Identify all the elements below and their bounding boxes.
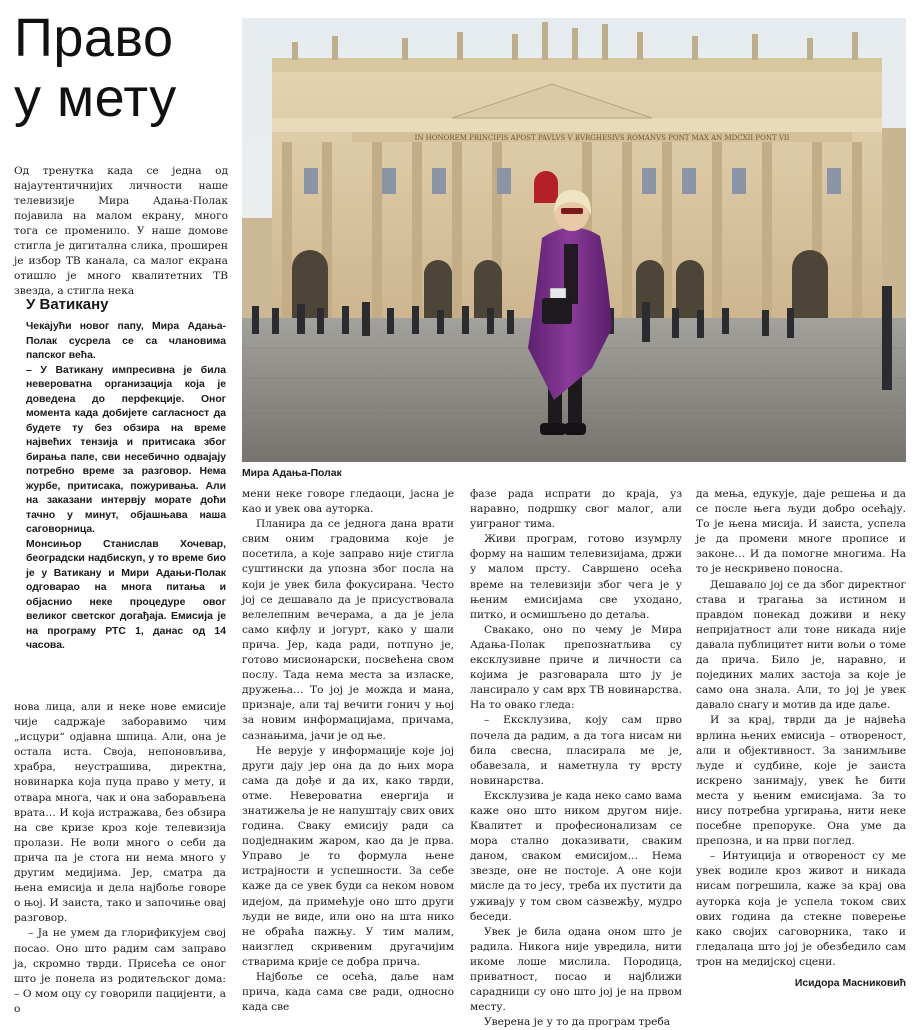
headline-line-1: Право: [14, 8, 174, 68]
body-paragraph: – Ја не умем да глорификујем свој посао. Оно што радим сам заправо ја, скромно тврди. Присећа се оног што је понела из родитељског дома: – О мом оцу су говорили пацијенти, а о: [14, 927, 226, 1015]
photo-caption: Мира Адања-Полак: [242, 468, 342, 479]
article-headline: [14, 8, 234, 128]
article-column-2: [242, 487, 454, 1015]
sidebar-box: [26, 320, 226, 654]
body-paragraph: И за крај, тврди да је највећа врлина њених емисија – отвореност, али и објективност. За занимљиве људе и судбине, које је заиста искрено занимају, увек ће бити места у њеним емисијама. За то нису потребна ургирања, нити неке посебне препоруке. Она уме да препозна, и на први поглед.: [696, 714, 906, 848]
vatican-photo-illustration: [242, 18, 906, 462]
body-paragraph: Дешавало јој се да због директног става и трагања за истином и правдом понекад доживи и неку непријатност али тоне никада није давала публицитет нити вољи о томе да прича. Било је, наравно, и појединих малих застоја за које је само она знала. Али, то јој је увек давало снагу и мотив да иде даље.: [696, 578, 906, 712]
article-column-1: [14, 700, 226, 1017]
body-paragraph: Планира да се једнога дана врати свим оним градовима које је посетила, а које заправо није стигла суштински да упозна због посла на који је увек била фокусирана. Често јој се дешавало да је присуствовала велелепним вечерама, а да је јела само кифлу и јогурт, како у шали прича. Јер, када ради, потпуно је, готово мисионарски, посвећена свом послу. Тада нема места за изласке, дружења… То јој је можда и мана, признаје, али тај вечити гонич у њој за новим информацијама, причама, сазнањима, јачи је од ње.: [242, 518, 454, 742]
article-column-3: [470, 487, 682, 1030]
article-lead: Од тренутка када се једна од најаутентичнијих личности наше телевизије Мира Адања-Полак појавила на малом екрану, много тога се променило. У наше домове стигла је дигитална слика, проширен је избор ТВ канала, са малог екрана отишло је много квалитетних ТВ звезда, а стигла нека: [14, 165, 228, 297]
body-paragraph: да мења, едукује, даје решења и да се после њега људи добро осећају. То је њена мисија. И заиста, успела је да промени многе прописе и законе… И да помогне многима. На то је нескривено поносна.: [696, 488, 906, 576]
sidebar-paragraph: Чекајући новог папу, Мира Адања-Полак сусрела се са члановима папског већа.: [26, 321, 226, 361]
sidebar-title: У Ватикану: [26, 296, 109, 313]
facade-inscription: IN HONOREM PRINCIPIS APOST PAVLVS V BVRGHESIVS ROMANVS PONT MAX AN MDCXII PONT VII: [414, 134, 790, 142]
body-paragraph: Уверена је у то да програм треба: [484, 1016, 671, 1029]
sidebar-paragraph: Монсињор Станислав Хочевар, београдски надбискуп, у то време био је у Ватикану и Мири Адањи-Полак одговарао на многа питања и објаснио неке процедуре овог великог светског догађаја. Емисија је на програму РТС 1, данас од 14 часова.: [26, 538, 226, 651]
body-paragraph: Не верује у информације које јој други дају јер она да до њих мора сама да дође и да их, како тврди, отме. Невероватна енергија и знатижеља је не напуштају свих ових година. Свакy емисију ради са подједнаким жаром, као да је прва. Управо је то формула њене истрајности и успешности. За себе каже да се увек буди са неком новом идејом, да примећује оно што други људи не виде, или оно на шта нико не обраћа пажњу. У тим малим, наизглед скривеним другачијим стварима крије се добра прича.: [242, 744, 454, 968]
sidebar-paragraph: – У Ватикану импресивна је била невероватна организација која је доведена до перфекције. Оног момента када добијете сагласност да будете ту без обзира на време највећих тензија и притисака због бирања папе, сви несебично одвајају потребно време за разговор. Нема журбе, притисака, пожуривања. Али на заказани интервју морате доћи тачно у минут, објашњава наша саговорница.: [26, 364, 226, 535]
body-paragraph: – Ексклузива, коју сам прво почела да радим, а да тога нисам ни била свесна, пласирала ме је, обавезала, и наметнула ту врсту новинарства.: [470, 714, 682, 787]
author-signature: Исидора Масниковић: [794, 978, 906, 989]
article-photo: [242, 18, 906, 462]
body-paragraph: Живи програм, готово изумрлу форму на нашим телевизијама, држи у малом прсту. Савршено осећа време на телевизији због чега је у њеним емисијама све уходано, питко, и осмишљено до детаља.: [470, 533, 682, 621]
article-column-4: [696, 487, 906, 991]
body-paragraph: Увек је била одана оном што је радила. Никога није увредила, нити икоме лоше мислила. Породица, приватност, посао и најближи сарадници су оно што јој је на првом месту.: [470, 925, 682, 1014]
body-paragraph: Ексклузива је када неко само вама каже оно што ником другом није. Квалитет и професионализам се морa стално доказивати, сваким даном, сваком емисијом… Нема звезде, оне не постоје. А оне који мисле да то јесу, треба их пустити да уживају у том свом сазвежђу, мудро беседи.: [470, 789, 682, 923]
body-paragraph: – Интуиција и отвореност су ме увек водиле кроз живот и никада нисам погрешила, каже за крај ова ауторка која је успела током свих ових година да стекне поверење како својих саговорника, тако и гледалаца што јој је обезбедило сам трон на медијској сцени.: [696, 850, 906, 968]
headline-line-2: у мету: [14, 68, 177, 128]
body-paragraph: фазе рада испрати до краја, уз наравно, подршку свог малог, али уиграног тима.: [470, 488, 682, 531]
body-paragraph: мени неке говоре гледаоци, јасна је као и увек ова ауторка.: [242, 488, 454, 516]
body-paragraph: Најбоље се осећа, даље нам прича, када сама све ради, односно када све: [242, 971, 454, 1014]
body-paragraph: нова лица, али и неке нове емисије чије садржаје заборавимо чим „исцури“ одјавна шпица. Али, она је остала иста. Своја, непоновљива, храбра, неустрашива, директна, новинарка која пуца право у мету, и отвара многа, чак и она заборављена врата… И која истражава, без обзира на све кризе кроз које телевизија пролази. Не воли много о себи да прича па је стога ни нема много у другим медијима. Јер, сматра да њена емисија и дела најбоље говоре о њој. И заиста, тако и започиње овај разговор.: [14, 701, 226, 925]
body-paragraph: Свакако, оно по чему је Мира Адања-Полак препознатљива су ексклузивне приче и личности са којима је разговарала што ју је лансирало у сам врх ТВ новинарства. На то овако гледа:: [470, 623, 682, 712]
